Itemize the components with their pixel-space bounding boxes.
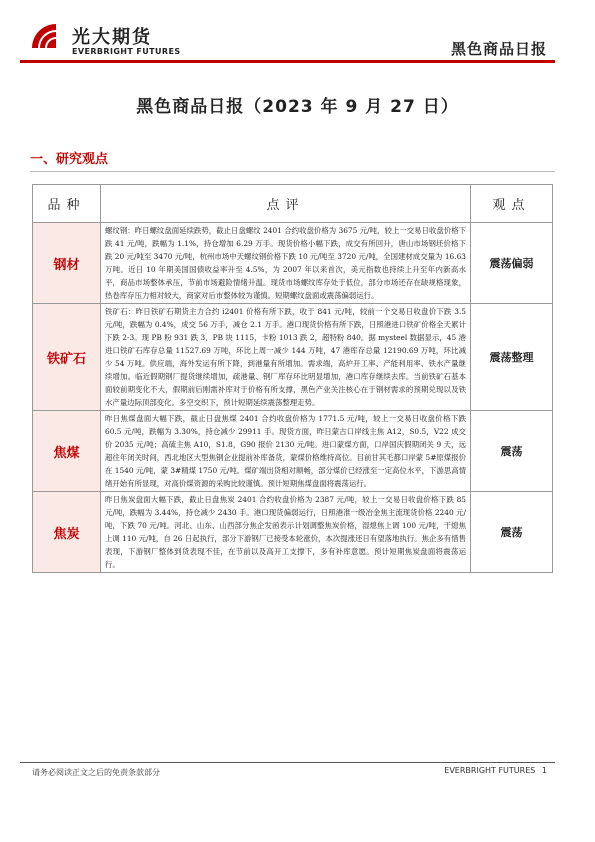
- variety-cell: 钢材: [33, 223, 101, 304]
- view-cell: 震荡: [471, 492, 553, 573]
- header-divider: [20, 60, 555, 63]
- footer-company: [440, 766, 547, 775]
- view-cell: 震荡: [471, 411, 553, 492]
- section-heading: 一、研究观点: [30, 152, 109, 167]
- logo-english-name: EVERBRIGHT FUTURES: [72, 47, 181, 56]
- variety-cell: 焦炭: [33, 492, 101, 573]
- footer-divider: [20, 762, 555, 763]
- everbright-logo-icon: [30, 22, 58, 50]
- table-row-steel: [33, 223, 553, 304]
- page-number: 1: [541, 766, 547, 775]
- table-row-coking-coal: [33, 411, 553, 492]
- comment-cell: 铁矿石：昨日铁矿石期货主力合约 i2401 价格有所下跌，收于 841 元/吨，较前一个交易日收盘价下跌 3.5 元/吨，跌幅为 0.4%，成交 56 万手，减仓 2.1 万手。港口现货价格有所下跌，日照港进口铁矿价格全天累计下跌 2-3。现 PB 粉 931 跌 3，PB 块 1115，卡粉 1013 跌 2，超特粉 840。据 mysteel 数据显示，45 港进口铁矿石库存总量 11527.69 万吨，环比上周一减少 144 万吨，47 港库存总量 12190.69 万吨，环比减少 54 万吨。供应端，海外发运有所下降，到港量有所增加。需求端，高炉开工率、产能利用率、铁水产量继续增加。临近假期钢厂提货继续增加，疏港量、钢厂库存环比明显增加，港口库存继续去库。当前铁矿石基本面较前期变化不大，假期前后刚需补库对于价格有所支撑，黑色产业关注核心在于钢材需求的预期兑现以及铁水产量边际顶部变化。多空交织下，预计短期延续震荡整理走势。: [101, 304, 471, 411]
- column-header-comment: 点评: [101, 185, 471, 223]
- column-header-variety: 品种: [33, 185, 101, 223]
- variety-cell: 焦煤: [33, 411, 101, 492]
- table-header-row: [33, 185, 553, 223]
- logo-chinese-name: 光大期货: [72, 27, 152, 48]
- variety-cell: 铁矿石: [33, 304, 101, 411]
- report-title: 黑色商品日报（2023 年 9 月 27 日）: [136, 97, 459, 117]
- footer-disclaimer: 请务必阅读正文之后的免责条款部分: [32, 768, 160, 777]
- comment-cell: 昨日焦炭盘面大幅下跌，截止日盘焦炭 2401 合约收盘价格为 2387 元/吨，较上一交易日收盘价格下跌 85 元/吨，跌幅为 3.44%，持仓减少 2430 手。港口现货偏弱运行，日照港准一级冶金焦主流现货价格 2240 元/吨，下跌 70 元/吨。河北、山东、山西部分焦企发函表示计划调整焦炭价格，湿熄焦上调 100 元/吨，干熄焦上调 110 元/吨，自 26 日起执行，部分下游钢厂已接受本轮涨价，本次提涨还日有望落地执行。焦企多有惜售表现，下游钢厂整体到货表现不佳，在节前以及高开工支撑下，多有补库意愿。预计短期焦炭盘面将震荡运行。: [101, 492, 471, 573]
- table-row-iron-ore: [33, 304, 553, 411]
- section-divider: [30, 171, 555, 172]
- report-type-label: 黑色商品日报: [450, 40, 547, 58]
- column-header-view: 观点: [471, 185, 553, 223]
- view-cell: 震荡偏弱: [471, 223, 553, 304]
- view-cell: 震荡整理: [471, 304, 553, 411]
- table-row-coke: [33, 492, 553, 573]
- comment-cell: 螺纹钢：昨日螺纹盘面延续跌势，截止日盘螺纹 2401 合约收盘价格为 3675 元/吨，较上一交易日收盘价格下跌 41 元/吨，跌幅为 1.1%，持仓增加 6.29 万手。现货价格小幅下跌，成交有所回升，唐山市场钢坯价格下跌 20 元/吨至 3470 元/吨，杭州市场中天螺纹钢价格下跌 10 元/吨至 3720 元/吨，全国建材成交量为 16.63 万吨。近日 10 年期美国国债收益率升至 4.5%，为 2007 年以来首次，美元指数也持续上升至年内新高水平，商品市场整体承压，节前市场避险情绪升温。现货市场螺纹库存处于低位，部分市场还存在缺规格现象，热卷库存压力相对较大，商家对后市整体较为谨慎。短期螺纹盘面或震荡偏弱运行。: [101, 223, 471, 304]
- footer-company-name: EVERBRIGHT FUTURES: [444, 766, 536, 775]
- research-table: [32, 184, 553, 573]
- comment-cell: 昨日焦煤盘面大幅下跌，截止日盘焦煤 2401 合约收盘价格为 1771.5 元/吨，较上一交易日收盘价格下跌 60.5 元/吨，跌幅为 3.30%，持仓减少 29911 手。现货方面，昨日蒙古口岸线主焦 A12，S0.5，V22 成交价 2035 元/吨；高硫主焦 A10，S1.8，G90 报价 2130 元/吨。进口蒙煤方面，口岸国庆假期闭关 9 天，远超往年闭关时间，西北地区大型焦钢企业提前补库备货，蒙煤价格维持高位。目前甘其毛都口岸蒙 5#原煤报价在 1540 元/吨，蒙 3#精煤 1750 元/吨。煤矿端出货相对顺畅，部分煤价已经涨至一定高位水平，下游思高情绪开始有所显现，对高价煤资源的采购比较谨慎。预计短期焦煤盘面将震荡运行。: [101, 411, 471, 492]
- page-header: [0, 0, 595, 72]
